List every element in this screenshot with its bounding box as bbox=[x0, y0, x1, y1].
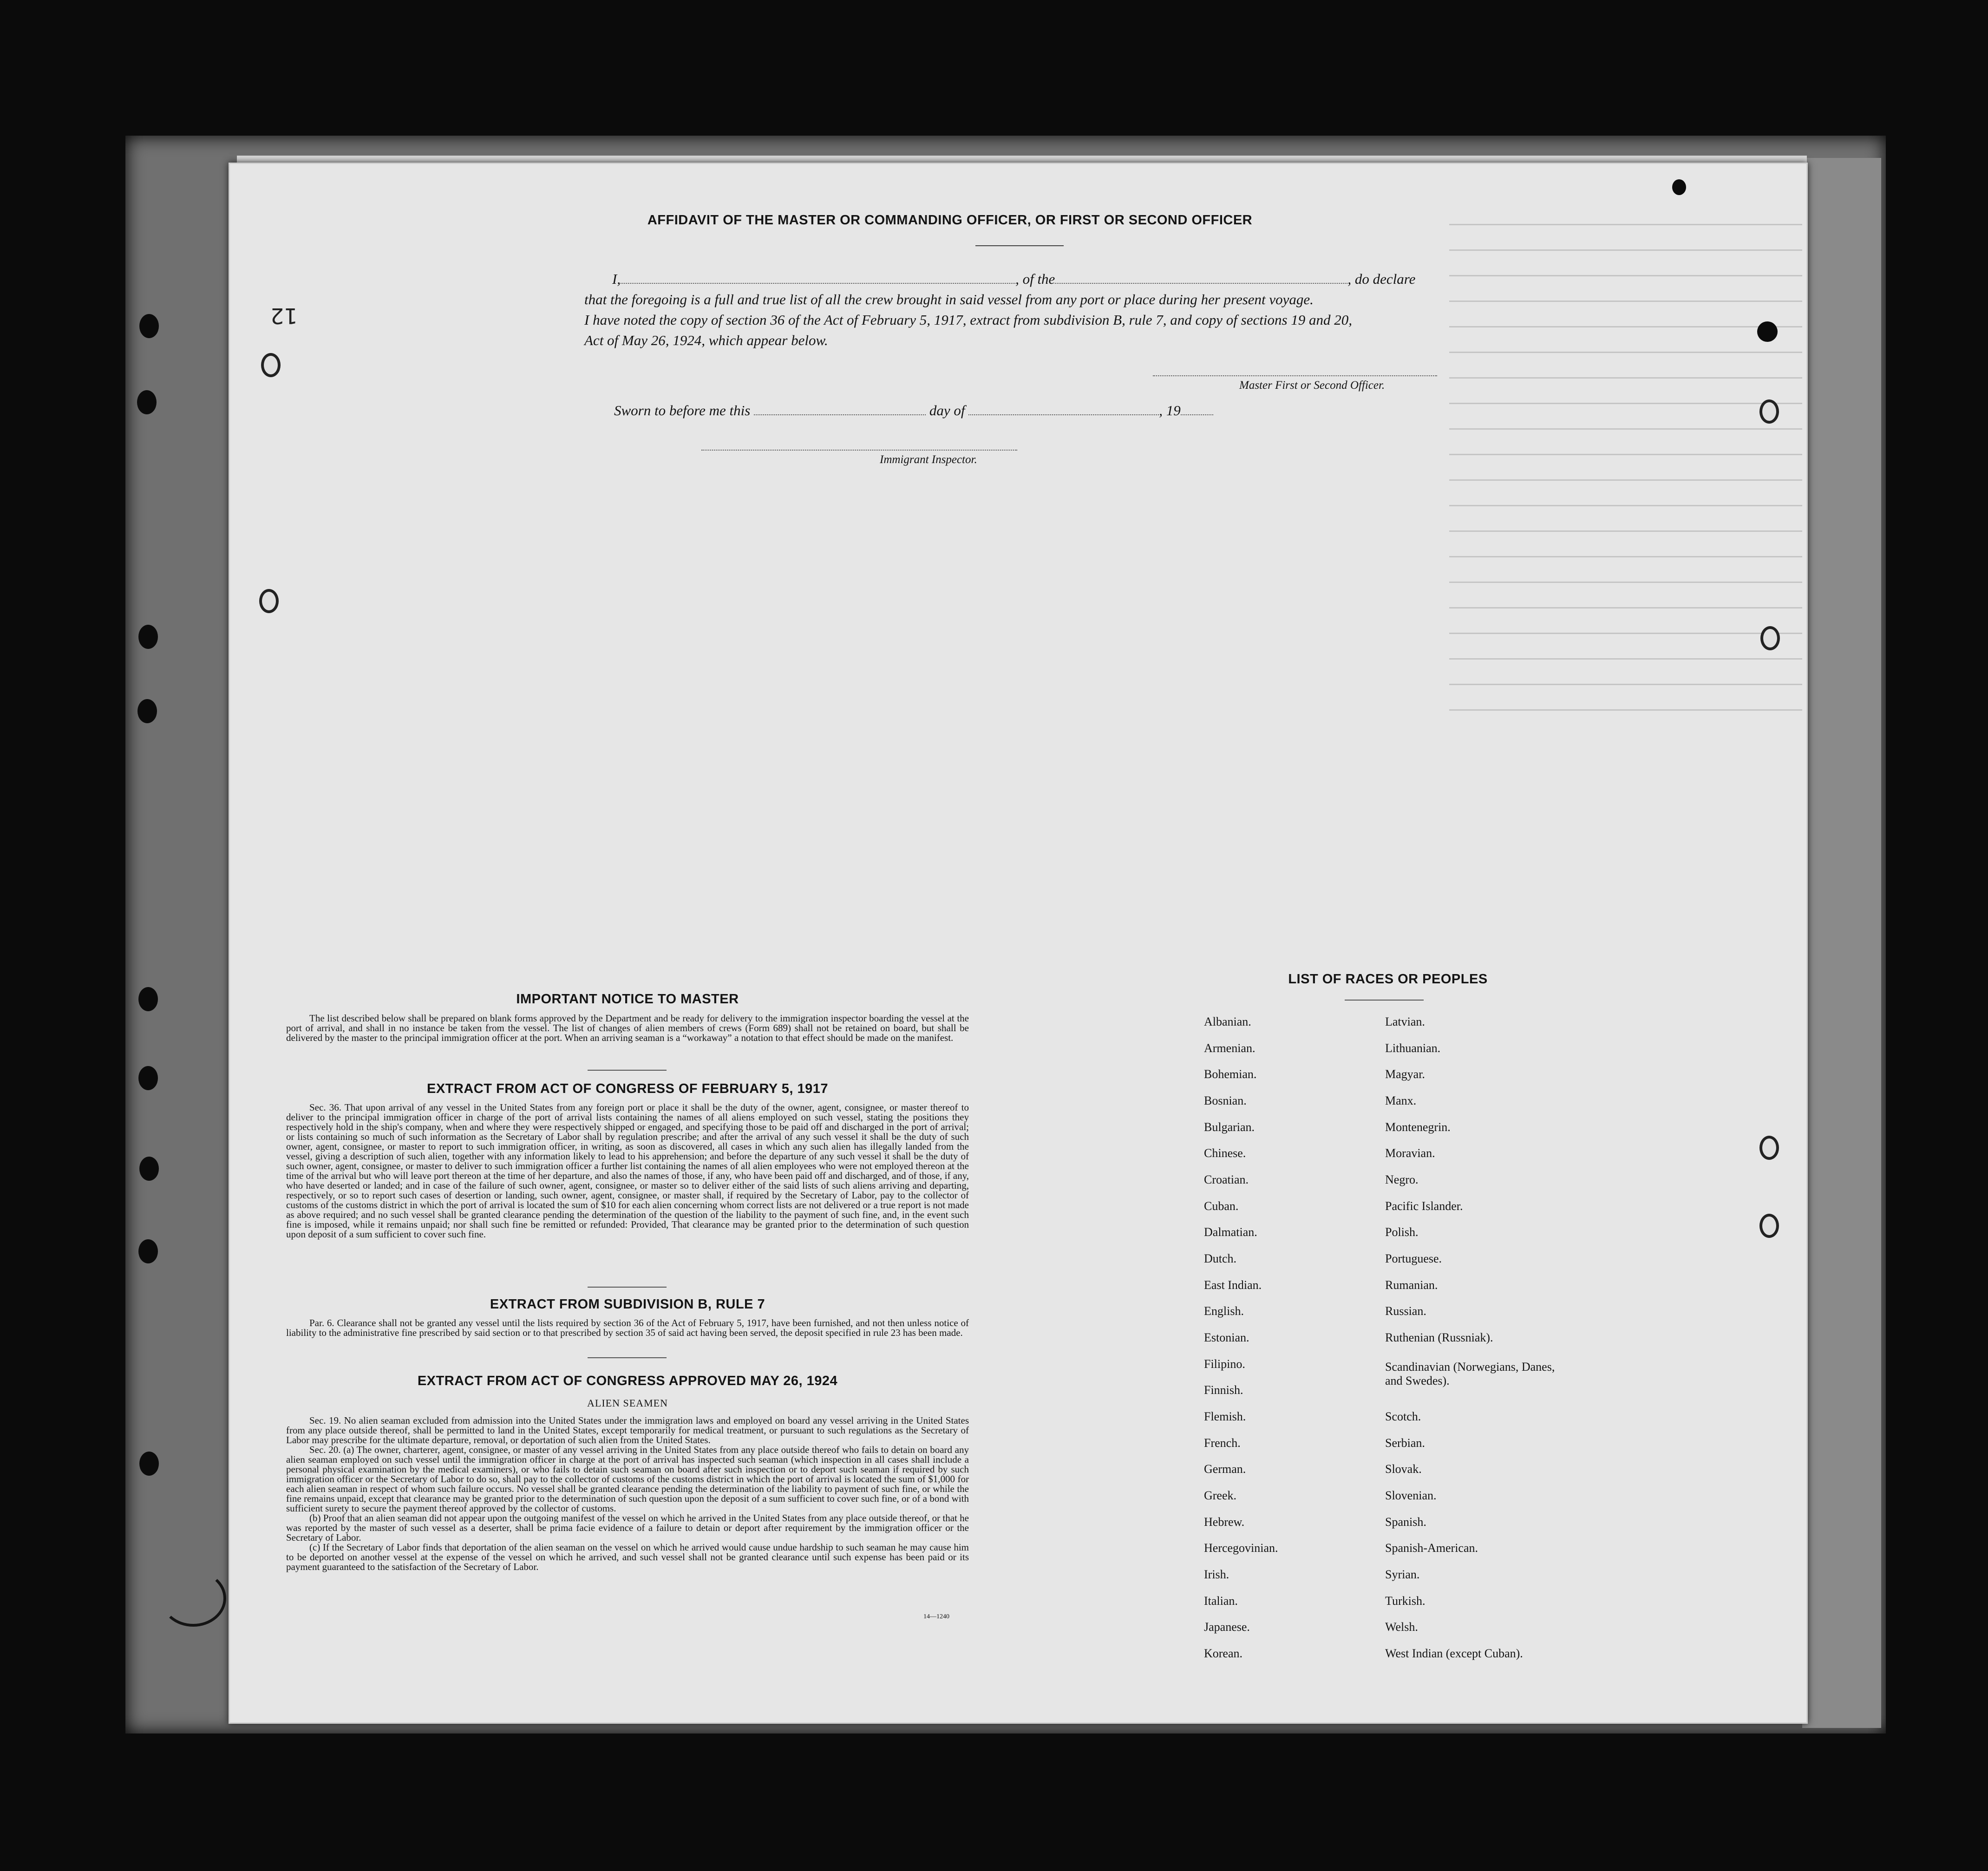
race-item: Flemish. bbox=[1204, 1410, 1246, 1423]
master-signature-label: Master First or Second Officer. bbox=[1239, 379, 1385, 392]
race-item: Latvian. bbox=[1385, 1015, 1425, 1028]
inspector-signature-label: Immigrant Inspector. bbox=[880, 453, 977, 466]
race-item: Welsh. bbox=[1385, 1620, 1418, 1634]
race-item: Spanish-American. bbox=[1385, 1541, 1478, 1555]
declarant-name-field[interactable] bbox=[621, 273, 1015, 284]
alien-seamen-subtitle: ALIEN SEAMEN bbox=[587, 1397, 668, 1409]
race-item: Albanian. bbox=[1204, 1015, 1251, 1028]
race-item: Dalmatian. bbox=[1204, 1225, 1257, 1239]
race-item: Scandinavian (Norwegians, Danes, and Swedes). bbox=[1385, 1360, 1555, 1387]
race-item: Bulgarian. bbox=[1204, 1120, 1255, 1134]
sworn-year-field[interactable] bbox=[1181, 404, 1213, 415]
race-item: Filipino. bbox=[1204, 1357, 1245, 1371]
race-item: Finnish. bbox=[1204, 1383, 1243, 1397]
punch-hole bbox=[1760, 626, 1780, 650]
paragraph-6-text: Par. 6. Clearance shall not be granted any vessel until the lists required by section 36 of the Act of February 5, 1917, have been furnished, and not then unless notice of liability to the administrative fine prescribed by said section or to that prescribed by section 35 of said act having been served, the deposit specified in rule 23 has been made. bbox=[286, 1317, 969, 1338]
race-item: Magyar. bbox=[1385, 1067, 1425, 1081]
inspector-signature-line[interactable] bbox=[701, 450, 1017, 451]
sworn-year-label: , 19 bbox=[1159, 402, 1181, 419]
race-item: Hercegovinian. bbox=[1204, 1541, 1278, 1555]
race-item: Portuguese. bbox=[1385, 1252, 1442, 1265]
race-item: Japanese. bbox=[1204, 1620, 1250, 1634]
race-item: Bosnian. bbox=[1204, 1094, 1247, 1107]
race-item: East Indian. bbox=[1204, 1278, 1262, 1292]
race-item: Estonian. bbox=[1204, 1331, 1249, 1344]
section-20b-text: (b) Proof that an alien seaman did not appear upon the outgoing manifest of the vessel on which he arrived in the United States from any place outside thereof, or that he was reported by the master of such vessel as a deserter, shall be prima facie evidence of a failure to detain or deport after requirement by the immigration officer or the Secretary of Labor. bbox=[286, 1512, 969, 1543]
sworn-line bbox=[614, 402, 1213, 419]
affidavit-text-line-2: that the foregoing is a full and true list of all the crew brought in said vessel from any port or place during her present voyage. bbox=[584, 291, 1314, 307]
sworn-day-label: day of bbox=[929, 402, 965, 419]
binder-hole bbox=[139, 1157, 159, 1181]
race-item: Rumanian. bbox=[1385, 1278, 1438, 1292]
race-item: Slovak. bbox=[1385, 1462, 1422, 1476]
declarant-prefix: I, bbox=[612, 271, 621, 287]
race-item: Scotch. bbox=[1385, 1410, 1421, 1423]
vessel-name-field[interactable] bbox=[1055, 273, 1347, 284]
race-item: Hebrew. bbox=[1204, 1515, 1245, 1529]
race-item: Greek. bbox=[1204, 1489, 1237, 1502]
extract-1924-body bbox=[286, 1416, 969, 1572]
race-item: West Indian (except Cuban). bbox=[1385, 1647, 1523, 1660]
pencil-scribble bbox=[160, 1570, 226, 1627]
punch-hole bbox=[1759, 1214, 1779, 1238]
punch-hole bbox=[1759, 1136, 1779, 1160]
races-divider bbox=[1345, 1000, 1424, 1001]
punch-hole bbox=[1759, 399, 1779, 424]
race-item: Spanish. bbox=[1385, 1515, 1426, 1529]
bleed-through-ruling bbox=[1449, 200, 1802, 711]
binder-hole bbox=[137, 390, 157, 414]
race-item: Bohemian. bbox=[1204, 1067, 1257, 1081]
race-item: Slovenian. bbox=[1385, 1489, 1437, 1502]
race-item: Pacific Islander. bbox=[1385, 1199, 1463, 1213]
master-signature-line[interactable] bbox=[1153, 375, 1437, 376]
section-19-text: Sec. 19. No alien seaman excluded from admission into the United States under the immigration laws and employed on board any vessel arriving in the United States from any place outside thereof, shall be permitted to land in the United States, except temporarily for medical treatment, or pursuant to such regulations as the Secretary of Labor may prescribe for the ultimate departure, removal, or deportation of such alien from the United States. bbox=[286, 1415, 969, 1446]
race-item: Moravian. bbox=[1385, 1146, 1435, 1160]
binder-hole bbox=[1672, 179, 1686, 195]
race-item: Chinese. bbox=[1204, 1146, 1246, 1160]
sworn-prefix: Sworn to before me this bbox=[614, 402, 751, 419]
section-36-text: Sec. 36. That upon arrival of any vessel in the United States from any foreign port or place it shall be the duty of the owner, agent, consignee, or master thereof to deliver to the principal immigration officer in charge of the port of arrival lists containing the names of all aliens employed on such vessel, stating the positions they respectively hold in the ship's company, when and where they were respectively shipped or engaged, and specifying those to be paid off and discharged in the port of arrival; or lists containing so much of such information as the Secretary of Labor shall by regulation prescribe; and after the arrival of any such vessel it shall be the duty of such owner, agent, consignee, or master to report to such immigration officer, in writing, as soon as discovered, all cases in which any such alien has illegally landed from the vessel, giving a description of such alien, together with any information likely to lead to his apprehension; and before the departure of any such vessel it shall be the duty of such owner, agent, consignee, or master to deliver to such immigration officer a further list containing the names of all alien employees who were not employed thereon at the time of the arrival but who will leave port thereon at the time of her departure, and also the names of those, if any, who have been paid off and discharged, and of those, if any, who have deserted or landed; and in case of the failure of such owner, agent, consignee, or master so to deliver either of the said lists of such aliens arriving and departing, respectively, or so to report such cases of desertion or landing, such owner, agent, consignee, or master shall, if required by the Secretary of Labor, pay to the collector of customs of the customs district in which the port of arrival is located the sum of $10 for each alien concerning whom correct lists are not delivered or a true report is not made as above required; and no such vessel shall be granted clearance pending the determination of the question of the liability to the payment of such fine, and, in the event such fine is imposed, while it remains unpaid; nor shall such fine be remitted or refunded: Provided, That clearance may be granted prior to the determination of such question upon deposit of a sum sufficient to cover such fine. bbox=[286, 1102, 969, 1240]
notice-title: IMPORTANT NOTICE TO MASTER bbox=[516, 992, 739, 1007]
races-title: LIST OF RACES OR PEOPLES bbox=[1288, 972, 1488, 987]
do-declare-label: , do declare bbox=[1347, 271, 1416, 287]
race-item: French. bbox=[1204, 1436, 1241, 1450]
race-item: Lithuanian. bbox=[1385, 1041, 1441, 1055]
race-item: Italian. bbox=[1204, 1594, 1238, 1608]
binder-hole bbox=[139, 314, 159, 338]
extract-1924-title: EXTRACT FROM ACT OF CONGRESS APPROVED MAY 26, 1924 bbox=[417, 1374, 838, 1388]
race-item: Korean. bbox=[1204, 1647, 1243, 1660]
race-item: Irish. bbox=[1204, 1568, 1229, 1581]
affidavit-text-line-4: Act of May 26, 1924, which appear below. bbox=[584, 332, 828, 348]
binder-hole bbox=[138, 1239, 158, 1263]
sworn-day-field[interactable] bbox=[754, 404, 926, 415]
extract-1917-body bbox=[286, 1103, 969, 1239]
binder-hole bbox=[138, 1066, 158, 1090]
binder-hole bbox=[139, 1452, 159, 1476]
race-item: German. bbox=[1204, 1462, 1246, 1476]
notice-body bbox=[286, 1014, 969, 1043]
extract-rule7-title: EXTRACT FROM SUBDIVISION B, RULE 7 bbox=[490, 1297, 765, 1312]
extract-rule7-body bbox=[286, 1318, 969, 1338]
race-item: Ruthenian (Russniak). bbox=[1385, 1331, 1493, 1344]
affidavit-title: AFFIDAVIT OF THE MASTER OR COMMANDING OFFICER, OR FIRST OR SECOND OFFICER bbox=[647, 213, 1253, 228]
notice-text: The list described below shall be prepared on blank forms approved by the Department and be ready for delivery to the immigration inspector boarding the vessel at the port of arrival, and shall in no instance be taken from the vessel. The list of changes of alien members of crews (Form 689) shall not be retained on board, but shall be delivered by the master to the principal immigration officer at the port. When an arriving seaman is a “workaway” a notation to that effect should be made on the manifest. bbox=[286, 1013, 969, 1043]
binder-hole bbox=[137, 699, 157, 723]
section-20c-text: (c) If the Secretary of Labor finds that deportation of the alien seaman on the vessel on which he arrived would cause undue hardship to such seaman he may cause him to be deported on another vessel at the expense of the vessel on which he arrived, and such vessel shall not be granted clearance until such expense has been paid or its payment guaranteed to the satisfaction of the Secretary of Labor. bbox=[286, 1542, 969, 1572]
handwritten-page-mark: 12 bbox=[270, 303, 298, 328]
race-item: Manx. bbox=[1385, 1094, 1417, 1107]
form-number: 14—1240 bbox=[923, 1613, 949, 1620]
race-item: Serbian. bbox=[1385, 1436, 1425, 1450]
race-item: Polish. bbox=[1385, 1225, 1419, 1239]
race-item: Turkish. bbox=[1385, 1594, 1426, 1608]
extract-1917-title: EXTRACT FROM ACT OF CONGRESS OF FEBRUARY 5, 1917 bbox=[426, 1081, 829, 1096]
race-item: Dutch. bbox=[1204, 1252, 1237, 1265]
race-item: Syrian. bbox=[1385, 1568, 1420, 1581]
section-divider bbox=[588, 1287, 667, 1288]
race-item: Cuban. bbox=[1204, 1199, 1239, 1213]
race-item: Armenian. bbox=[1204, 1041, 1256, 1055]
race-item: English. bbox=[1204, 1304, 1244, 1318]
section-divider bbox=[588, 1070, 667, 1071]
race-item: Negro. bbox=[1385, 1173, 1419, 1186]
race-item: Russian. bbox=[1385, 1304, 1426, 1318]
backing-board-edge bbox=[1802, 158, 1881, 1728]
of-the-label: , of the bbox=[1015, 271, 1055, 287]
binder-hole bbox=[138, 625, 158, 649]
section-20a-text: Sec. 20. (a) The owner, charterer, agent, consignee, or master of any vessel arriving in the United States from any place outside thereof who fails to detain on board any alien seaman employed on such vessel until the immigration officer in charge at the port of arrival has inspected such seaman (which inspection in all cases shall include a personal physical examination by the medical examiners), or who fails to detain such seaman on board after such inspection or to deport such seaman if required by such immigration officer or the Secretary of Labor to do so, shall pay to the collector of customs of the customs district in which the port of arrival is located the sum of $1,000 for each alien seaman in respect of whom such failure occurs. No vessel shall be granted clearance pending the determination of the liability to payment of such fine, or while the fine remains unpaid, except that clearance may be granted prior to the determination of such question upon the deposit of a sum sufficient to cover such fine, or of a bond with sufficient surety to secure the payment thereof approved by the collector of customs. bbox=[286, 1444, 969, 1514]
punch-hole bbox=[261, 353, 281, 377]
affidavit-declaration-line bbox=[584, 271, 1415, 288]
affidavit-text-line-3: I have noted the copy of section 36 of the Act of February 5, 1917, extract from subdivision B, rule 7, and copy of sections 19 and 20, bbox=[584, 312, 1353, 328]
section-divider bbox=[588, 1357, 667, 1358]
race-item: Croatian. bbox=[1204, 1173, 1249, 1186]
sworn-month-field[interactable] bbox=[968, 404, 1159, 415]
binder-hole bbox=[138, 987, 158, 1011]
race-item: Montenegrin. bbox=[1385, 1120, 1451, 1134]
binder-hole bbox=[1757, 321, 1778, 342]
title-divider bbox=[975, 245, 1064, 246]
punch-hole bbox=[259, 589, 279, 613]
